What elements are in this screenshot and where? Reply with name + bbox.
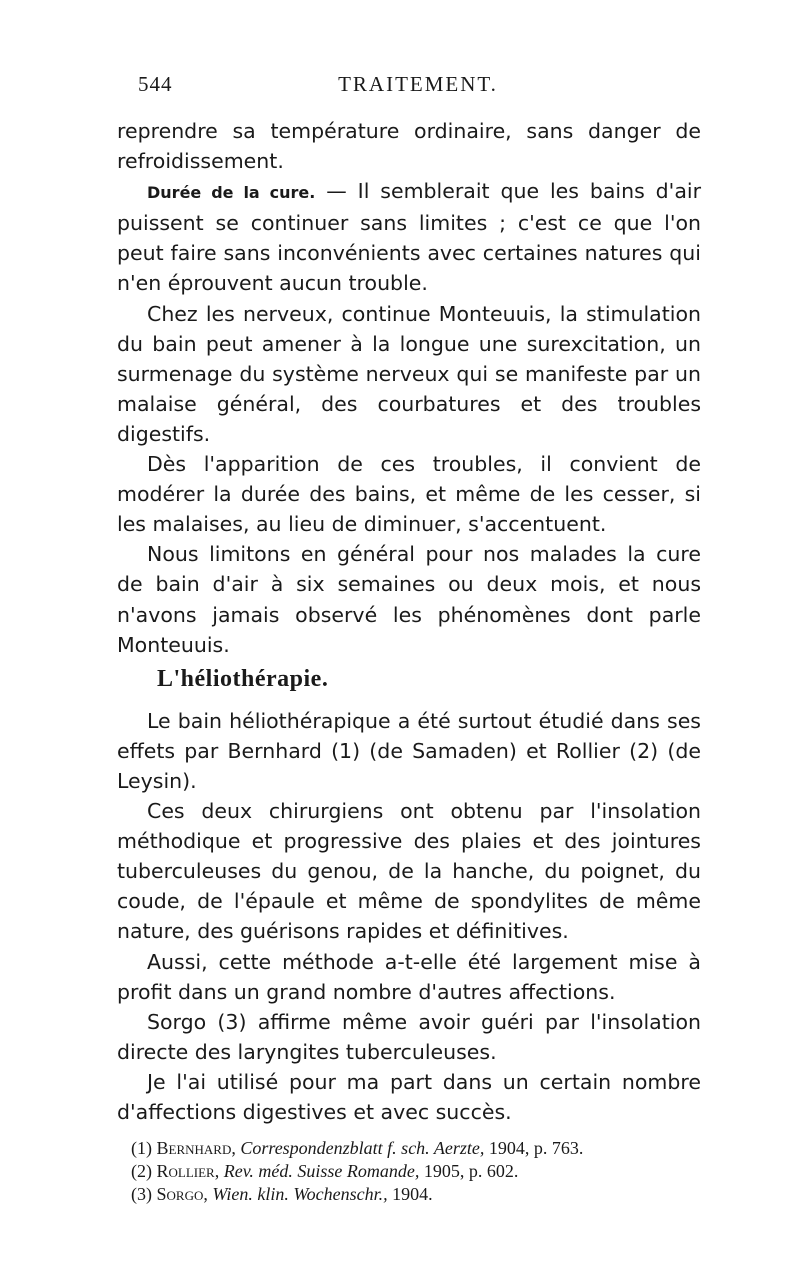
footnote-number: (3) [131,1184,152,1204]
body-text [117,116,701,1127]
footnote-author: Bernhard, [156,1138,236,1158]
paragraph-text: — Il semblerait que les bains d'air puissent se continuer sans limites ; c'est ce que l'on peut faire sans inconvénients avec certaines natures qui n'en éprouvent aucun trouble. [117,179,702,296]
footnote-number: (2) [131,1161,152,1181]
paragraph: Chez les nerveux, continue Monteuuis, la stimulation du bain peut amener à la longue une surexcitation, un surmenage du système nerveux qui se manifeste par un malaise général, des courbatures et des troubles digestifs. [117,301,701,446]
footnote-journal: Rev. méd. Suisse Romande, [223,1161,420,1181]
footnote-author: Sorgo, [156,1184,208,1204]
footnote-ref: 1904. [387,1184,433,1204]
paragraph: Dès l'apparition de ces troubles, il convient de modérer la durée des bains, et même de les cesser, si les malaises, au lieu de diminuer, s'accentuent. [117,452,701,537]
paragraph-duree [117,176,701,298]
running-title: TRAITEMENT. [338,72,498,96]
paragraph: Le bain héliothérapique a été surtout étudié dans ses effets par Bernhard (1) (de Samaden) et Rollier (2) (de Leysin). [117,708,701,793]
paragraph: Sorgo (3) affirme même avoir guéri par l'insolation directe des laryngites tuberculeuses. [117,1009,701,1064]
paragraph: Ces deux chirurgiens ont obtenu par l'insolation méthodique et progressive des plaies et des jointures tuberculeuses du genou, de la hanche, du poignet, du coude, de l'épaule et même de spondylites de même nature, des guérisons rapides et définitives. [117,799,701,944]
footnote-number: (1) [131,1138,152,1158]
paragraph: Je l'ai utilisé pour ma part dans un certain nombre d'affections digestives et avec succès. [117,1069,701,1124]
footnote-author: Rollier, [156,1161,220,1181]
paragraph: Nous limitons en général pour nos malades la cure de bain d'air à six semaines ou deux mois, et nous n'avons jamais observé les phénomènes dont parle Monteuuis. [117,542,701,657]
footnotes [131,1137,711,1206]
page-number: 544 [138,72,173,96]
paragraph: reprendre sa température ordinaire, sans danger de refroidissement. [117,119,701,174]
paragraph: Aussi, cette méthode a-t-elle été largement mise à profit dans un grand nombre d'autres affections. [117,949,701,1004]
footnote [131,1137,711,1160]
footnote-journal: Wien. klin. Wochenschr., [212,1184,388,1204]
footnote-ref: 1905, p. 602. [419,1161,519,1181]
footnote [131,1160,711,1183]
running-head [138,72,698,102]
section-heading: L'héliothérapie. [157,665,329,692]
run-in-heading: Durée de la cure. [147,183,316,203]
footnote [131,1183,711,1206]
footnote-journal: Correspondenzblatt f. sch. Aerzte, [240,1138,485,1158]
footnote-ref: 1904, p. 763. [484,1138,584,1158]
